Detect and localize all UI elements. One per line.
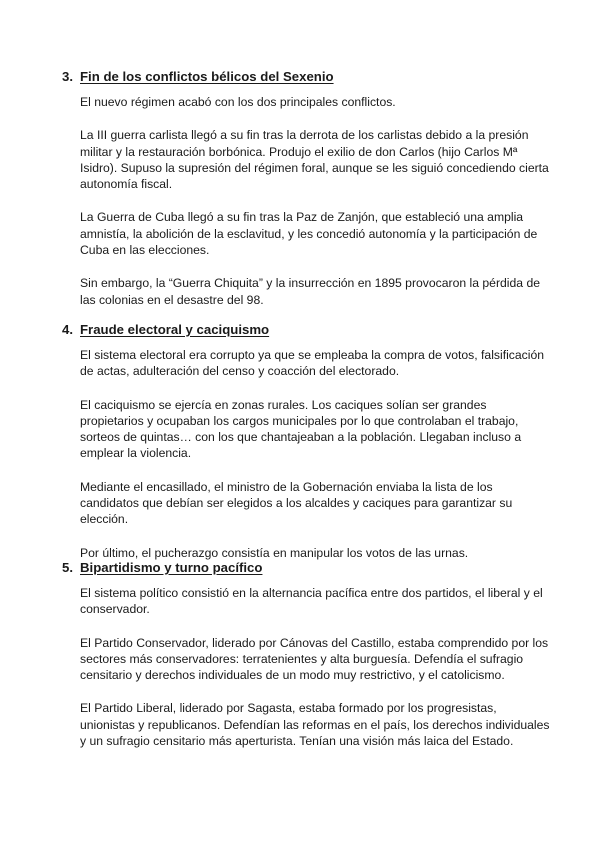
paragraph: Mediante el encasillado, el ministro de la Gobernación enviaba la lista de los candidatos que debían ser elegidos a los alcaldes y caciques para garantizar su elección.: [80, 479, 513, 527]
section-3: [62, 69, 552, 308]
paragraph: El caciquismo se ejercía en zonas rurales. Los caciques solían ser grandes propietarios y ocupaban los cargos municipales por lo que controlaban el trabajo, sorteos de quintas… con los que chantajeaban a la población. Llegaban incluso a emplear la violencia.: [80, 397, 522, 461]
section-number: 3.: [62, 69, 73, 84]
section-title: Fin de los conflictos bélicos del Sexenio: [80, 69, 334, 84]
section-4: [62, 322, 552, 561]
section-heading: [62, 69, 552, 85]
section-5: [62, 560, 552, 749]
section-title: Bipartidismo y turno pacífico: [80, 560, 263, 575]
paragraph: La III guerra carlista llegó a su fin tras la derrota de los carlistas debido a la presión militar y la restauración borbónica. Produjo el exilio de don Carlos (hijo Carlos Mª Isidro). Supuso la supresión del régimen foral, aunque se les siguió concediendo cierta autonomía fiscal.: [80, 128, 549, 192]
paragraph: El sistema político consistió en la alternancia pacífica entre dos partidos, el liberal y el conservador.: [80, 586, 543, 617]
section-number: 5.: [62, 560, 73, 575]
paragraph: Por último, el pucherazgo consistía en manipular los votos de las urnas.: [80, 545, 469, 560]
section-number: 4.: [62, 322, 73, 337]
paragraph: El sistema electoral era corrupto ya que se empleaba la compra de votos, falsificación de actas, adulteración del censo y coacción del electorado.: [80, 348, 545, 379]
section-heading: [62, 560, 552, 576]
paragraph: El nuevo régimen acabó con los dos principales conflictos.: [80, 95, 396, 109]
paragraph: Sin embargo, la “Guerra Chiquita” y la insurrección en 1895 provocaron la pérdida de las colonias en el desastre del 98.: [80, 276, 540, 307]
paragraph: El Partido Conservador, liderado por Cánovas del Castillo, estaba comprendido por los sectores más conservadores: terratenientes y alta burguesía. Defendía el sufragio censitario y derechos individuales de un modo muy restrictivo, y el catolicismo.: [80, 635, 549, 683]
paragraph: La Guerra de Cuba llegó a su fin tras la Paz de Zanjón, que estableció una amplia amnistía, la abolición de la esclavitud, y les concedió autonomía y la participación de Cuba en las elecciones.: [80, 210, 538, 258]
section-heading: [62, 322, 552, 338]
paragraph: El Partido Liberal, liderado por Sagasta, estaba formado por los progresistas, unionistas y republicanos. Defendían las reformas en el país, los derechos individuales y un sufragio censitario más aperturista. Tenían una visión más laica del Estado.: [80, 701, 550, 749]
section-title: Fraude electoral y caciquismo: [80, 322, 270, 337]
